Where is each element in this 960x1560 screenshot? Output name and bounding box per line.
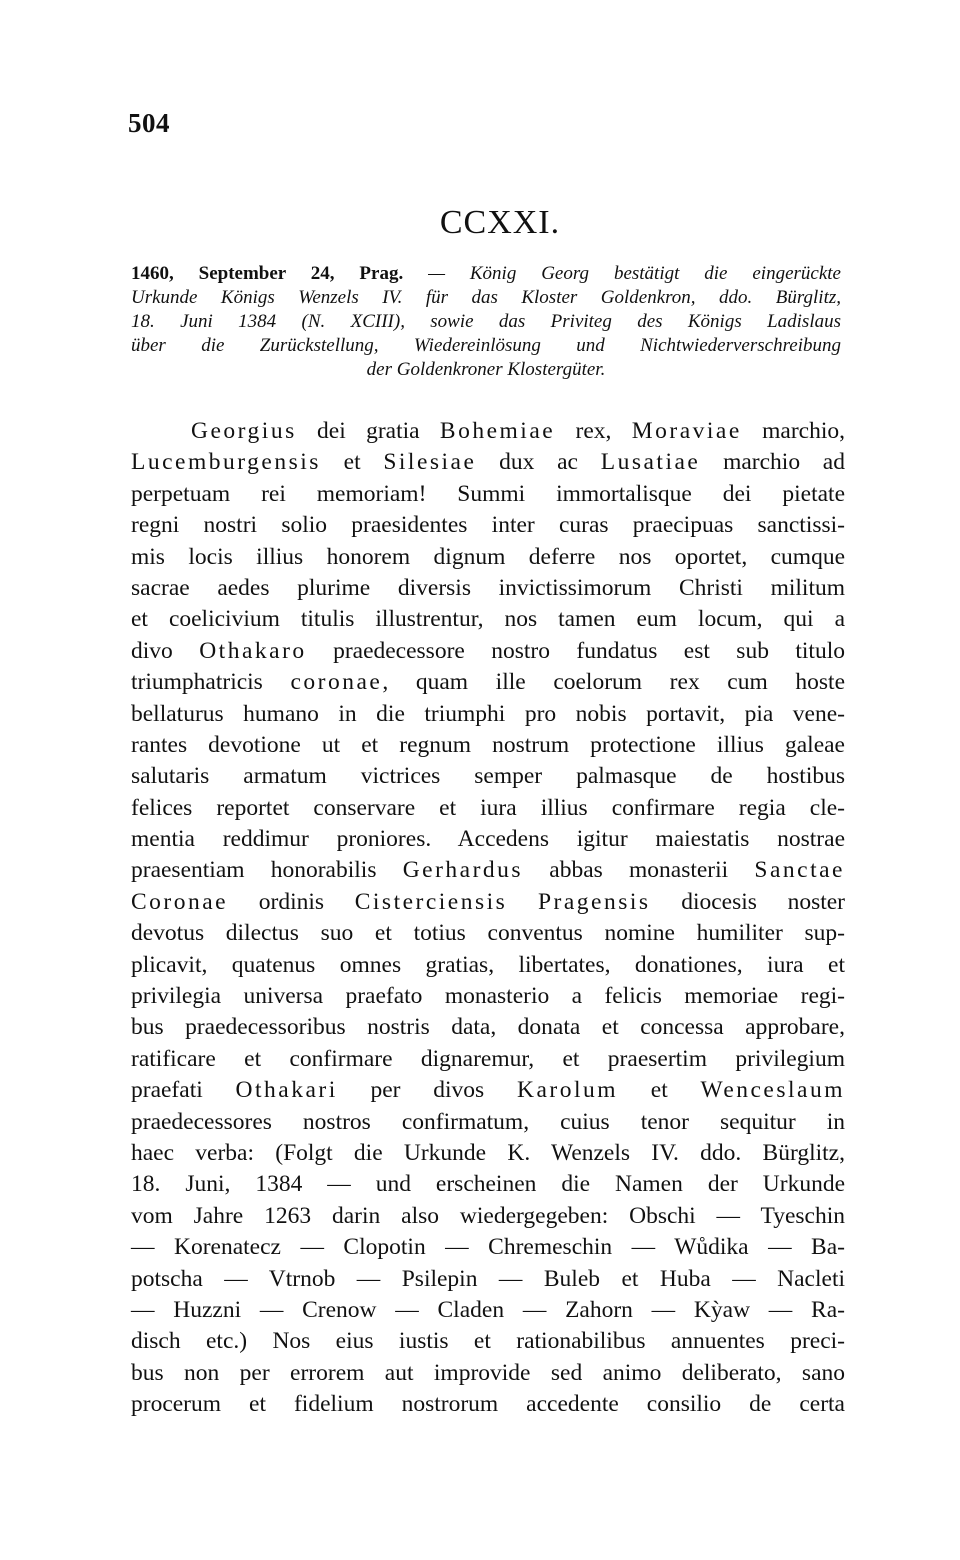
body-text-segment: mentia reddimur proniores. Accedens igitur maiestatis nostrae	[131, 826, 845, 853]
body-line	[131, 542, 845, 573]
page-number: 504	[128, 108, 170, 138]
body-text-segment: bus praedecessoribus nostris data, donata et concessa approbare,	[131, 1014, 845, 1041]
body-line	[131, 793, 845, 824]
body-line	[131, 1169, 845, 1200]
spaced-name: Coronae	[131, 888, 229, 915]
body-text-segment: marchio,	[741, 418, 845, 444]
body-text-segment: 18. Juni, 1384 — und erscheinen die Namen der Urkunde	[131, 1171, 845, 1198]
document-body	[131, 416, 845, 1421]
body-text-segment: praefati	[131, 1077, 236, 1104]
body-text-segment: perpetuam rei memoriam! Summi immortalisque dei pietate	[131, 480, 845, 507]
body-line	[131, 950, 845, 981]
regest-line: Urkunde Königs Wenzels IV. für das Kloster Goldenkron, ddo. Bürglitz,	[131, 287, 841, 308]
body-text-segment: haec verba: (Folgt die Urkunde K. Wenzels IV. ddo. Bürglitz,	[131, 1139, 845, 1166]
spaced-name: Sanctae	[754, 857, 845, 884]
body-line	[131, 887, 845, 918]
spaced-name: Georgius	[191, 418, 297, 444]
body-text-segment: — Korenatecz — Clopotin — Chremeschin — Wůdika — Ba-	[131, 1234, 845, 1261]
body-line	[131, 1264, 845, 1295]
body-line	[131, 761, 845, 792]
body-line	[131, 855, 845, 886]
body-line	[131, 1012, 845, 1043]
body-text-segment: et coelicivium titulis illustrentur, nos tamen eum locum, qui a	[131, 606, 845, 633]
body-line	[131, 1107, 845, 1138]
body-text-segment: potscha — Vtrnob — Psilepin — Buleb et Huba — Nacleti	[131, 1265, 845, 1292]
spaced-name: Karolum	[516, 1077, 619, 1104]
body-line	[131, 1232, 845, 1263]
body-text-segment: dei gratia	[296, 418, 440, 444]
body-line	[131, 447, 845, 478]
body-text-segment: diocesis noster	[650, 888, 845, 915]
body-text-segment: salutaris armatum victrices semper palmasque de hostibus	[131, 763, 845, 790]
body-text-segment: , quam ille coelorum rex cum hoste	[382, 669, 845, 696]
body-line	[131, 824, 845, 855]
body-text-segment: rex,	[555, 418, 632, 444]
spaced-name: Pragensis	[537, 888, 651, 915]
body-text-segment: — Huzzni — Crenow — Claden — Zahorn — Kỳaw — Ra-	[131, 1296, 845, 1323]
spaced-name: Wenceslaum	[700, 1077, 845, 1104]
body-line	[131, 1389, 845, 1420]
body-text-segment: divo	[131, 637, 200, 664]
spaced-name: Lucemburgensis	[131, 449, 321, 476]
body-line	[131, 510, 845, 541]
spaced-name: Moraviae	[631, 418, 742, 444]
spaced-name: Bohemiae	[439, 418, 556, 444]
spaced-name: Gerhardus	[402, 857, 524, 884]
body-line	[131, 604, 845, 635]
body-line	[131, 573, 845, 604]
regest-summary-start: — König Georg bestätigt die eingerückte	[428, 263, 841, 284]
body-text-segment: regni nostri solio praesidentes inter curas praecipuas sanctissi-	[131, 512, 845, 539]
spaced-name: coronae	[290, 669, 383, 696]
body-line	[131, 636, 845, 667]
body-text-segment: et	[320, 449, 384, 476]
body-line	[131, 479, 845, 510]
body-line	[131, 1044, 845, 1075]
body-text-segment: vom Jahre 1263 darin also wiedergegeben: Obschi — Tyeschin	[131, 1202, 845, 1229]
body-text-segment: marchio ad	[700, 449, 845, 476]
body-text-segment: procerum et fidelium nostrorum accedente consilio de certa	[131, 1391, 845, 1418]
body-line	[131, 1295, 845, 1326]
body-text-segment: abbas monasterii	[523, 857, 755, 884]
body-text-segment: bus non per errorem aut improvide sed animo deliberato, sano	[131, 1359, 845, 1386]
regest-line: der Goldenkroner Klostergüter.	[366, 359, 606, 380]
spaced-name: Silesiae	[383, 449, 477, 476]
body-text-segment: plicavit, quatenus omnes gratias, libertates, donationes, iura et	[131, 951, 845, 978]
body-line	[131, 730, 845, 761]
spaced-name: Othakari	[235, 1077, 338, 1104]
body-line	[131, 1138, 845, 1169]
body-text-segment: sacrae aedes plurime diversis invictissimorum Christi militum	[131, 574, 845, 601]
body-text-segment: triumphatricis	[131, 669, 291, 696]
body-text-segment: rantes devotione ut et regnum nostrum protectione illius galeae	[131, 731, 845, 758]
spaced-name: Othakaro	[199, 637, 307, 664]
body-text-segment: praedecessore nostro fundatus est sub titulo	[306, 637, 845, 664]
body-line	[131, 1326, 845, 1357]
regest-line	[131, 262, 841, 286]
body-line	[131, 981, 845, 1012]
body-text-segment: et	[618, 1077, 701, 1104]
body-text-segment: ordinis	[228, 888, 355, 915]
regest-line: über die Zurückstellung, Wiedereinlösung und Nichtwiederverschreibung	[131, 335, 841, 356]
body-text-segment: felices reportet conservare et iura illius confirmare regia cle-	[131, 794, 845, 821]
body-text-segment: praedecessores nostros confirmatum, cuius tenor sequitur in	[131, 1108, 845, 1135]
regest	[131, 262, 841, 382]
body-text-segment: privilegia universa praefato monasterio a felicis memoriae regi-	[131, 983, 845, 1010]
body-line	[131, 1201, 845, 1232]
body-text-segment: bellaturus humano in die triumphi pro nobis portavit, pia vene-	[131, 700, 845, 727]
document-number: CCXXI.	[439, 204, 561, 241]
body-text-segment: praesentiam honorabilis	[131, 857, 403, 884]
body-text-segment: dux ac	[476, 449, 601, 476]
body-text-segment: per divos	[337, 1077, 517, 1104]
body-text-segment: devotus dilectus suo et totius conventus nomine humiliter sup-	[131, 920, 845, 947]
body-text-segment	[507, 889, 538, 915]
body-line	[131, 918, 845, 949]
body-line	[131, 1358, 845, 1389]
body-line	[131, 1075, 845, 1106]
spaced-name: Cisterciensis	[354, 888, 508, 915]
body-line	[131, 416, 845, 447]
regest-date: 1460, September 24, Prag.	[131, 263, 404, 284]
body-line	[131, 667, 845, 698]
regest-line: 18. Juni 1384 (N. XCIII), sowie das Priviteg des Königs Ladislaus	[131, 311, 841, 332]
body-line	[131, 699, 845, 730]
spaced-name: Lusatiae	[600, 449, 701, 476]
body-text-segment: disch etc.) Nos eius iustis et rationabilibus annuentes preci-	[131, 1328, 845, 1355]
body-text-segment: ratificare et confirmare dignaremur, et praesertim privilegium	[131, 1045, 845, 1072]
body-text-segment: mis locis illius honorem dignum deferre nos oportet, cumque	[131, 543, 845, 570]
